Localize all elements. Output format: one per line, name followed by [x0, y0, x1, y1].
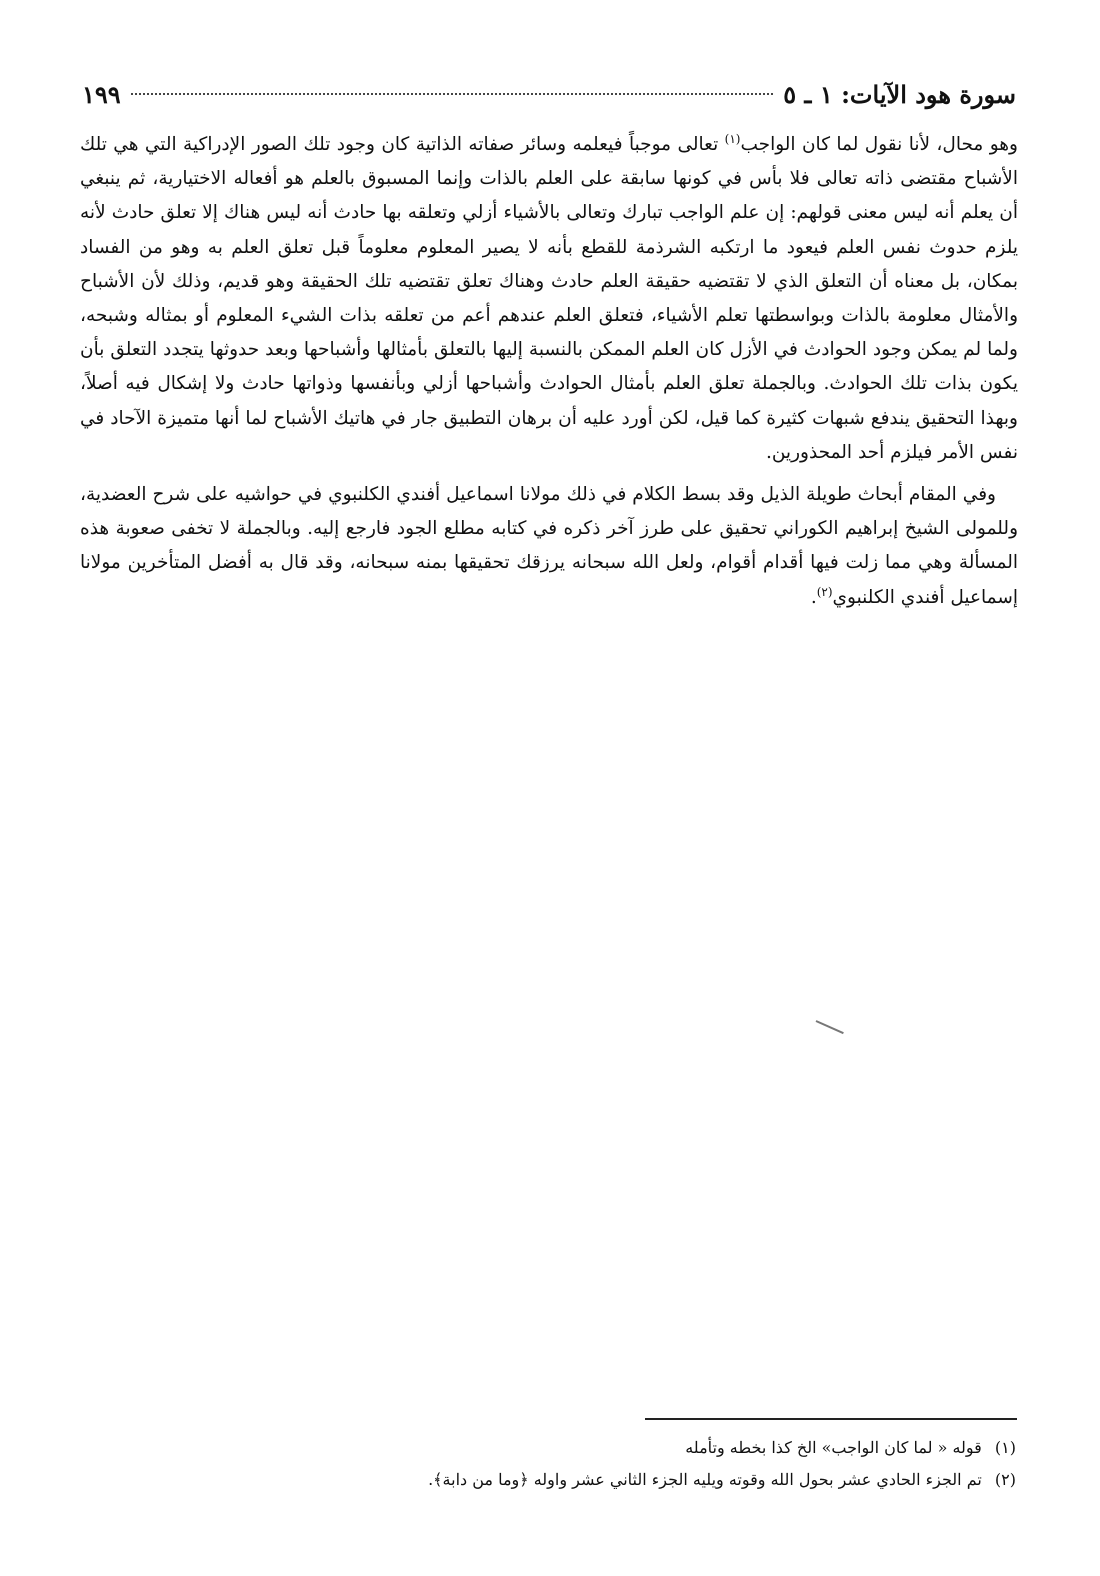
leader-dots	[131, 93, 774, 95]
page-number: ١٩٩	[82, 79, 121, 109]
footnote-2	[300, 1464, 1016, 1496]
footnote-1	[300, 1432, 1016, 1464]
footnote-number: (٢)	[994, 1470, 1016, 1489]
paragraph-1-text-a: وهو محال، لأنا نقول لما كان الواجب	[740, 134, 1018, 155]
running-title: سورة هود الآيات: ١ ـ ٥	[783, 79, 1016, 109]
footnote-ref-1: (١)	[724, 131, 741, 146]
footnote-text: تم الجزء الحادي عشر بحول الله وقوته ويليه الجزء الثاني عشر واوله ﴿وما من دابة﴾.	[428, 1470, 982, 1489]
paragraph-1	[80, 128, 1018, 470]
footnote-separator	[645, 1418, 1017, 1420]
main-text	[80, 128, 1018, 615]
paragraph-2-end: .	[810, 586, 817, 608]
stray-pen-mark	[816, 1020, 844, 1034]
footnotes	[300, 1432, 1016, 1496]
page-header	[82, 76, 1016, 112]
paragraph-2	[80, 478, 1018, 615]
paragraph-1-text-b: تعالى موجباً فيعلمه وسائر صفاته الذاتية كان وجود تلك الصور الإدراكية التي هي تلك الأشباح مقتضى ذاته تعالى فلا بأس في كونها سابقة على العلم بالذات وإنما المسبوق بالعلم هو أفعاله الاختيارية، ثم ينبغي أن يعلم أنه ليس معنى قولهم: إن علم الواجب تبارك وتعالى بالأشياء أزلي وتعلقه بها حادث أنه ليس هناك إلا تعلق حادث لأنه يلزم حدوث نفس العلم فيعود ما ارتكبه الشرذمة للقطع بأنه لا يصير المعلوم معلوماً قبل تعلق العلم به وهو من الفساد بمكان، بل معناه أن التعلق الذي لا تقتضيه حقيقة العلم حادث وهناك تعلق تقتضيه تلك الحقيقة وهو قديم، وذلك لأن الأشباح والأمثال معلومة بالذات وبواسطتها تعلم الأشياء، فتعلق العلم عندهم أعم من تعلقه بذات الشيء المعلوم أو بمثاله وشبحه، ولما لم يمكن وجود الحوادث في الأزل كان العلم الممكن بالنسبة إليها بالتعلق بأمثالها وأشباحها وبعد حدوثها يتجدد التعلق بأن يكون بذات تلك الحوادث. وبالجملة تعلق العلم بأمثال الحوادث وأشباحها أزلي وبأنفسها وذواتها حادث ولا إشكال فيه أصلاً، وبهذا التحقيق يندفع شبهات كثيرة كما قيل، لكن أورد عليه أن برهان التطبيق جار في هاتيك الأشباح لما أنها متميزة الآحاد في نفس الأمر فيلزم أحد المحذورين.	[80, 134, 1018, 463]
footnote-number: (١)	[994, 1438, 1016, 1457]
paragraph-2-text: وفي المقام أبحاث طويلة الذيل وقد بسط الكلام في ذلك مولانا اسماعيل أفندي الكلنبوي في حواشيه على شرح العضدية، وللمولى الشيخ إبراهيم الكوراني تحقيق على طرز آخر ذكره في كتابه مطلع الجود فارجع إليه. وبالجملة لا تخفى صعوبة هذه المسألة وهي مما زلت فيها أقدام أقوام، ولعل الله سبحانه يرزقك تحقيقها بمنه سبحانه، وقد قال به أفضل المتأخرين مولانا إسماعيل أفندي الكلنبوي	[80, 484, 1018, 608]
footnote-text: قوله « لما كان الواجب» الخ كذا بخطه وتأمله	[685, 1438, 982, 1457]
footnote-ref-2: (٢)	[816, 584, 833, 599]
